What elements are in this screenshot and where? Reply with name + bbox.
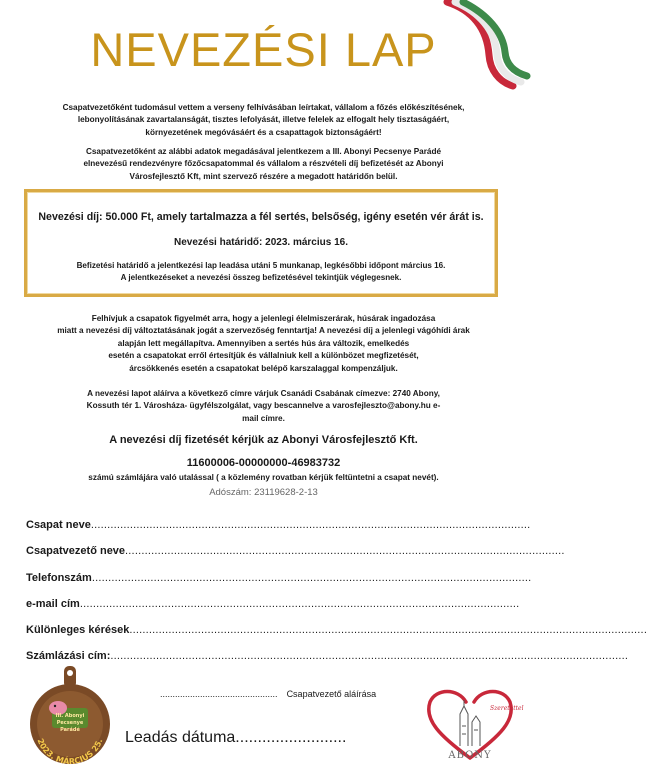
abony-heart-logo xyxy=(420,684,524,764)
svg-text:Szeretettel: Szeretettel xyxy=(490,705,524,712)
team-name-line[interactable]: ....................................................................................................................................... xyxy=(90,519,531,531)
payment-terms: Befizetési határidő a jelentkezési lap leadása utáni 5 munkanap, legkésőbbi időpont március 16. A jelentkezéseket a nevezési összeg befizetésével tekintjük véglegesnek. xyxy=(76,261,446,282)
leader-name-field[interactable] xyxy=(26,545,565,557)
svg-text:Parádé: Parádé xyxy=(60,727,80,733)
tax-number: Adószám: 23119628-2-13 xyxy=(209,487,318,498)
fee-info-box xyxy=(24,189,498,297)
svg-text:2023. MÁRCIUS 25.: 2023. MÁRCIUS 25. xyxy=(35,737,105,766)
price-notice: Felhívjuk a csapatok figyelmét arra, hogy a jelenlegi élelmiszerárak, húsárak ingadozása miatt a nevezési díj változtatásának jogát a szervezőség fenntartja! A nevezési díj a jelenlegi vágóhídi árak alapján lett megállapítva. Amennyiben a sertés hús ára változik, emelkedés esetén a csapatokat erről értesítjük és vállalniuk kell a különbözet megfizetését, árcsökkenés esetén a csapatokat belépő karszalaggal kompenzáljuk. xyxy=(57,314,470,373)
email-field[interactable] xyxy=(26,598,520,610)
page-title: NEVEZÉSI LAP xyxy=(90,23,437,76)
registration-text: Csapatvezetőként az alábbi adatok megadásával jelentkezem a III. Abonyi Pecsenye Parádé elnevezésű rendezvényre főzőcsapatommal és vállalom a részvételi díj befizetését az Abonyi Városfejlesztő Kft, mint szervező részére a megadott határidőn belül. xyxy=(83,147,444,181)
phone-label: Telefonszám xyxy=(26,572,92,584)
submission-address: A nevezési lapot aláírva a következő címre várjuk Csanádi Csabának címezve: 2740 Abony, Kossuth tér 1. Városháza- ügyfélszolgálat, vagy bescannelve a varosfejleszto@abony.hu e- mail címre. xyxy=(86,389,441,423)
account-note: számú számlájára való utalással ( a közlemény rovatban kérjük feltüntetni a csapat nevét). xyxy=(88,473,439,482)
event-badge-logo xyxy=(24,664,116,766)
phone-line[interactable]: ....................................................................................................................................... xyxy=(91,572,532,584)
signature-label: Csapatvezető aláírása xyxy=(286,689,377,699)
special-requests-label: Különleges kérések xyxy=(26,624,130,636)
svg-text:ABONY: ABONY xyxy=(448,750,492,761)
email-label: e-mail cím xyxy=(26,598,80,610)
billing-address-line[interactable]: ............................................................................................................................................................... xyxy=(110,650,629,662)
intro-text: Csapatvezetőként tudomásul vettem a verseny felhívásában leírtakat, vállalom a főzés előkészítésének, lebonyolításának zavartalanságát, tisztes lefolyását, illetve felelek az elfogalt hely tisztaságáért, környezetének megóvásáért és a csapattagok biztonságáért! xyxy=(62,103,465,137)
phone-field[interactable] xyxy=(26,572,532,584)
email-line[interactable]: ....................................................................................................................................... xyxy=(79,598,520,610)
svg-text:Pecsenye: Pecsenye xyxy=(56,720,84,726)
leader-name-line[interactable]: ....................................................................................................................................... xyxy=(125,545,565,557)
billing-address-field[interactable] xyxy=(26,650,629,662)
team-name-field[interactable] xyxy=(26,519,531,531)
billing-address-label: Számlázási cím: xyxy=(26,650,111,662)
signature-line[interactable]: ............................................... Csapatvezető aláírása xyxy=(160,689,377,699)
special-requests-field[interactable] xyxy=(26,624,647,636)
entry-fee: Nevezési díj: 50.000 Ft, amely tartalmazza a fél sertés, belsőség, igény esetén vér árát is. xyxy=(38,211,484,223)
svg-text:III. Abonyi: III. Abonyi xyxy=(55,713,85,719)
leader-name-label: Csapatvezető neve xyxy=(26,545,126,557)
special-requests-line[interactable]: ............................................................................................................................................................... xyxy=(129,624,647,636)
team-name-label: Csapat neve xyxy=(26,519,91,531)
payment-request: A nevezési díj fizetését kérjük az Abonyi Városfejlesztő Kft. xyxy=(109,434,418,446)
entry-deadline: Nevezési határidő: 2023. március 16. xyxy=(174,237,348,248)
submission-date-field[interactable]: Leadás dátuma......................... xyxy=(125,729,347,746)
account-number: 11600006-00000000-46983732 xyxy=(186,457,341,469)
